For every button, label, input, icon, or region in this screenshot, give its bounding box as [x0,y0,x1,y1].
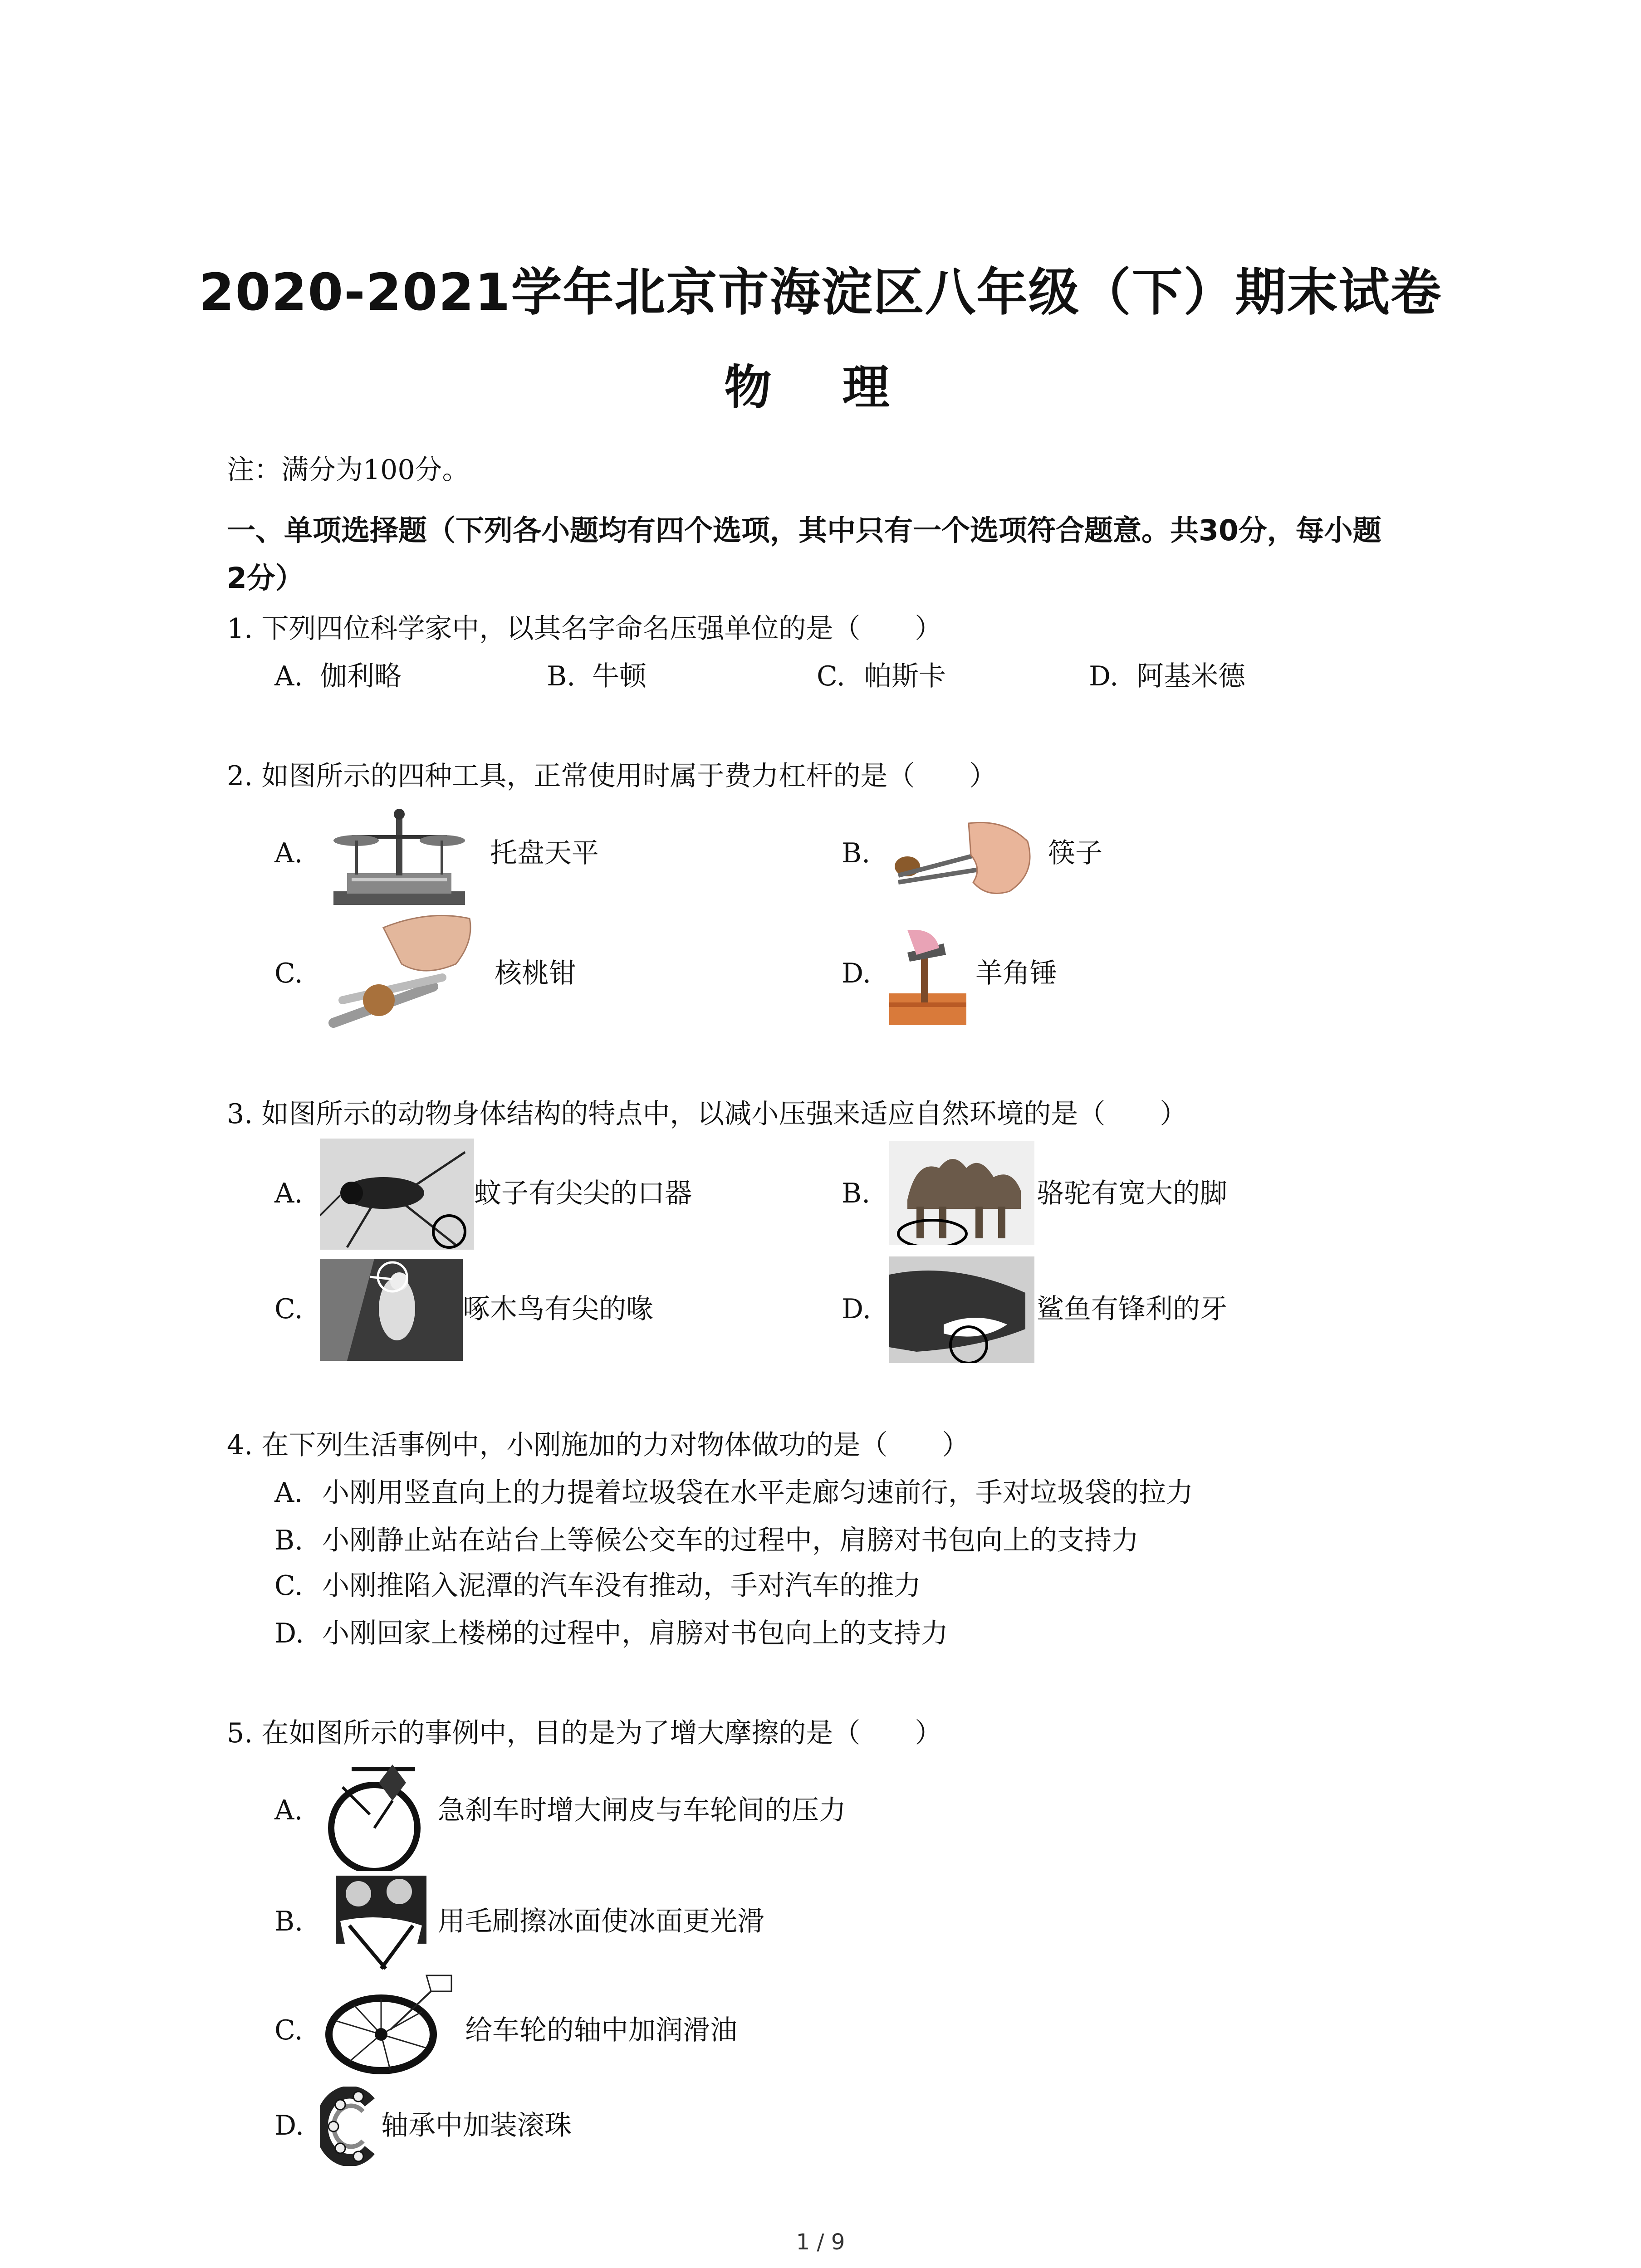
q5-option-a-letter: A. [274,1794,303,1826]
exam-title: 2020-2021学年北京市海淀区八年级（下）期末试卷 [199,263,1442,322]
q2-option-c-letter: C. [274,958,303,989]
q3-option-b-text: 骆驼有宽大的脚 [1037,1178,1227,1209]
q5-option-c-letter: C. [274,2014,303,2046]
q1-option-a-text: 伽利略 [320,660,402,692]
score-note: 注：满分为100分。 [227,454,470,486]
q3-option-d-letter: D. [842,1293,872,1325]
balance-scale-icon [324,805,474,909]
q1-option-d-letter: D. [1089,660,1119,692]
q4-option-c-letter: C. [274,1570,303,1602]
q1-option-b-letter: B. [547,660,576,692]
q4-option-a-letter: A. [274,1477,303,1509]
q3-option-d-text: 鲨鱼有锋利的牙 [1037,1293,1227,1325]
q3-option-b-letter: B. [842,1178,871,1209]
q2-option-c-text: 核桃钳 [495,958,576,989]
chopsticks-icon [892,814,1037,900]
ball-bearing-icon [320,2087,379,2166]
section-heading-line1: 一、单项选择题（下列各小题均有四个选项，其中只有一个选项符合题意。共30分，每小题 [227,514,1381,547]
q4-option-d-text: 小刚回家上楼梯的过程中，肩膀对书包向上的支持力 [322,1618,948,1649]
bicycle-brake-icon [324,1760,429,1871]
q5-option-b-text: 用毛刷擦冰面使冰面更光滑 [438,1906,764,1937]
q5-option-c-text: 给车轮的轴中加润滑油 [465,2014,737,2046]
q4-option-b-text: 小刚静止站在站台上等候公交车的过程中，肩膀对书包向上的支持力 [322,1525,1139,1556]
q1-option-c-text: 帕斯卡 [864,660,946,692]
q2-stem: 2. 如图所示的四种工具，正常使用时属于费力杠杆的是（ ） [227,760,997,792]
section-heading-line2: 2分） [227,562,304,595]
camel-icon [889,1141,1034,1245]
q3-option-c-text: 啄木鸟有尖的喙 [463,1293,653,1325]
q4-option-c-text: 小刚推陷入泥潭的汽车没有推动，手对汽车的推力 [322,1570,921,1602]
q1-option-a-letter: A. [274,660,303,692]
shark-icon [889,1256,1034,1363]
q3-option-a-text: 蚊子有尖尖的口器 [474,1178,692,1209]
q2-option-b-letter: B. [842,837,871,869]
subject-title: 物 理 [724,360,917,415]
q2-option-a-letter: A. [274,837,303,869]
q5-option-b-letter: B. [274,1906,304,1937]
q4-option-d-letter: D. [274,1618,304,1649]
q1-option-c-letter: C. [817,660,845,692]
woodpecker-icon [320,1259,463,1361]
q4-stem: 4. 在下列生活事例中，小刚施加的力对物体做功的是（ ） [227,1429,970,1461]
q4-option-b-letter: B. [274,1525,304,1556]
mosquito-icon [320,1139,474,1250]
q3-option-a-letter: A. [274,1178,303,1209]
q3-option-c-letter: C. [274,1293,303,1325]
q2-option-a-text: 托盘天平 [490,837,599,869]
q4-option-a-text: 小刚用竖直向上的力提着垃圾袋在水平走廊匀速前行，手对垃圾袋的拉力 [322,1477,1193,1509]
q1-stem: 1. 下列四位科学家中，以其名字命名压强单位的是（ ） [227,613,942,645]
oil-wheel-icon [322,1971,454,2075]
q1-option-d-text: 阿基米德 [1136,660,1245,692]
q5-option-d-letter: D. [274,2110,304,2141]
q2-option-b-text: 筷子 [1048,837,1102,869]
q2-option-d-letter: D. [842,958,872,989]
q1-option-b-text: 牛顿 [592,660,647,692]
nutcracker-icon [324,909,479,1036]
q5-option-d-text: 轴承中加装滚珠 [381,2110,572,2141]
q5-option-a-text: 急刹车时增大闸皮与车轮间的压力 [438,1794,846,1826]
curling-brush-icon [327,1871,433,1973]
q5-stem: 5. 在如图所示的事例中，目的是为了增大摩擦的是（ ） [227,1717,942,1749]
claw-hammer-icon [889,930,966,1025]
q2-option-d-text: 羊角锤 [975,958,1057,989]
q3-stem: 3. 如图所示的动物身体结构的特点中，以减小压强来适应自然环境的是（ ） [227,1098,1187,1130]
page-number: 1 / 9 [796,2229,845,2255]
